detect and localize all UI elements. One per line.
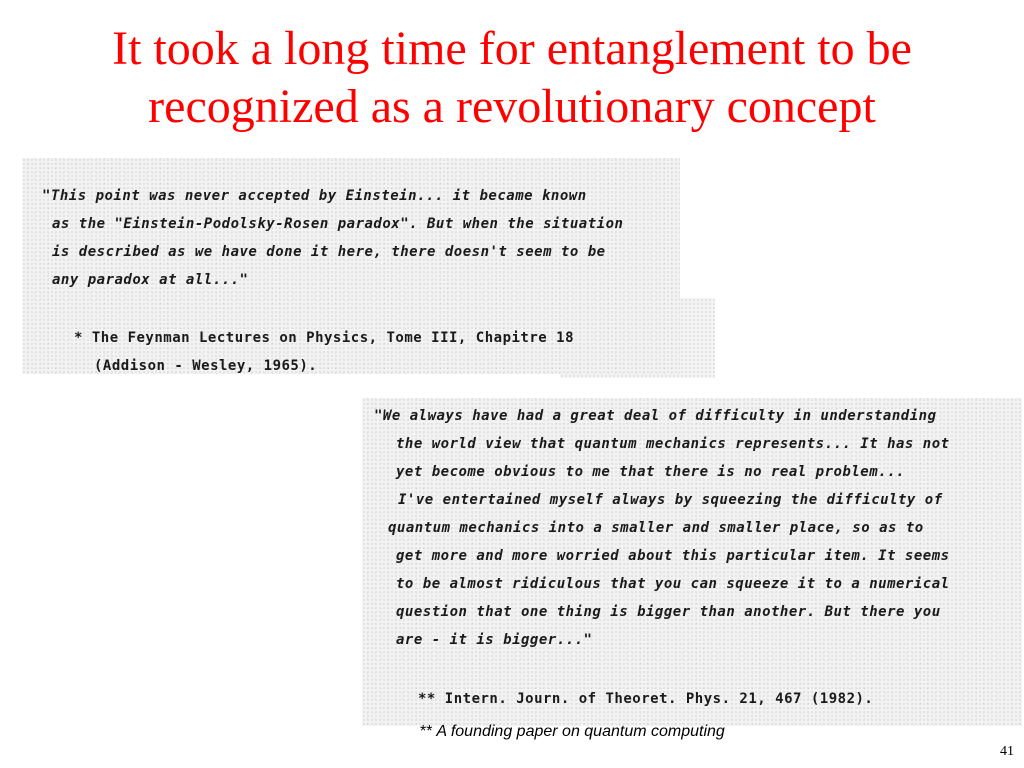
quote2-line: question that one thing is bigger than another. But there you — [396, 604, 941, 620]
footnote — [420, 723, 725, 741]
title-line-1: It took a long time for entanglement to be — [112, 22, 912, 75]
quote1-citation: (Addison - Wesley, 1965). — [94, 358, 318, 374]
footnote-marker: ** — [420, 723, 433, 740]
quote1-line: "This point was never accepted by Einstein... it became known — [42, 188, 587, 204]
feynman-journal-quote-scan — [362, 398, 1022, 726]
quote2-line: get more and more worried about this particular item. It seems — [396, 548, 950, 564]
footnote-text: A founding paper on quantum computing — [436, 723, 725, 740]
quote1-line: as the "Einstein-Podolsky-Rosen paradox". But when the situation — [52, 216, 624, 232]
quote2-citation: ** Intern. Journ. of Theoret. Phys. 21, 467 (1982). — [418, 691, 874, 707]
quote1-line: any paradox at all..." — [52, 272, 249, 288]
title-line-2: recognized as a revolutionary concept — [148, 80, 876, 133]
quote2-line: I've entertained myself always by squeezing the difficulty of — [398, 492, 943, 508]
quote2-line: the world view that quantum mechanics represents... It has not — [396, 436, 950, 452]
quote2-line: yet become obvious to me that there is no real problem... — [396, 464, 905, 480]
quote1-line: is described as we have done it here, there doesn't seem to be — [52, 244, 606, 260]
quote2-line: "We always have had a great deal of difficulty in understanding — [374, 408, 937, 424]
slide-title — [0, 20, 1024, 136]
page-number: 41 — [1000, 744, 1014, 759]
feynman-lectures-quote-scan — [22, 158, 680, 374]
quote2-line: are - it is bigger..." — [396, 632, 593, 648]
quote1-citation: * The Feynman Lectures on Physics, Tome III, Chapitre 18 — [74, 330, 575, 346]
quote2-line: to be almost ridiculous that you can squeeze it to a numerical — [396, 576, 950, 592]
quote2-line: quantum mechanics into a smaller and smaller place, so as to — [388, 520, 924, 536]
